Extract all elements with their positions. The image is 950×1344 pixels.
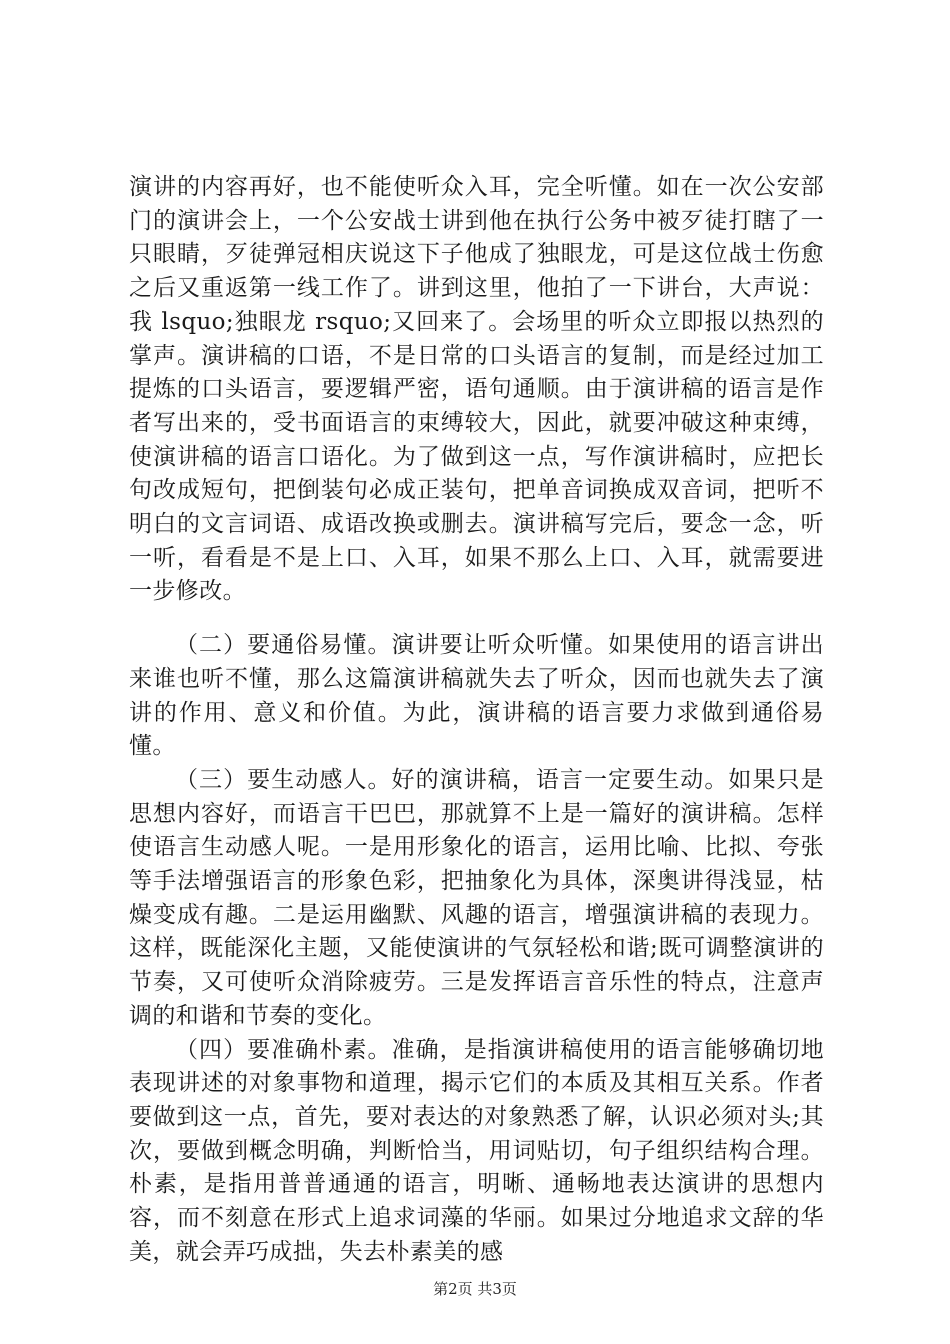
paragraph-vivid-moving: （三）要生动感人。好的演讲稿，语言一定要生动。如果只是思想内容好，而语言干巴巴，那就算不上是一篇好的演讲稿。怎样使语言生动感人呢。一是用形象化的语言，运用比喻、比拟、夸张等手法增强语言的形象色彩，把抽象化为具体，深奥讲得浅显，枯燥变成有趣。二是运用幽默、风趣的语言，增强演讲稿的表现力。这样，既能深化主题，又能使演讲的气氛轻松和谐;既可调整演讲的节奏，又可使听众消除疲劳。三是发挥语言音乐性的特点，注意声调的和谐和节奏的变化。 bbox=[129, 766, 824, 1029]
paragraph-oral-language: 演讲的内容再好，也不能使听众入耳，完全听懂。如在一次公安部门的演讲会上，一个公安战士讲到他在执行公务中被歹徒打瞎了一只眼睛，歹徒弹冠相庆说这下子他成了独眼龙，可是这位战士伤愈之后又重返第一线工作了。讲到这里，他拍了一下讲台，大声说：我 lsquo;独眼龙 rsquo;又回来了。会场里的听众立即报以热烈的掌声。演讲稿的口语，不是日常的口头语言的复制，而是经过加工提炼的口头语言，要逻辑严密，语句通顺。由于演讲稿的语言是作者写出来的，受书面语言的束缚较大，因此，就要冲破这种束缚，使演讲稿的语言口语化。为了做到这一点，写作演讲稿时，应把长句改成短句，把倒装句必成正装句，把单音词换成双音词，把听不明白的文言词语、成语改换或删去。演讲稿写完后，要念一念，听一听，看看是不是上口、入耳，如果不那么上口、入耳，就需要进一步修改。 bbox=[129, 174, 824, 605]
page-number-footer: 第2页 共3页 bbox=[433, 1280, 517, 1298]
document-body bbox=[129, 171, 824, 1270]
paragraph-accurate-simple: （四）要准确朴素。准确，是指演讲稿使用的语言能够确切地表现讲述的对象事物和道理，揭示它们的本质及其相互关系。作者要做到这一点，首先，要对表达的对象熟悉了解，认识必须对头;其次，要做到概念明确，判断恰当，用词贴切，句子组织结构合理。朴素，是指用普普通通的语言，明晰、通畅地表达演讲的思想内容，而不刻意在形式上追求词藻的华丽。如果过分地追求文辞的华美，就会弄巧成拙，失去朴素美的感 bbox=[129, 1036, 824, 1265]
paragraph-plain-easy: （二）要通俗易懂。演讲要让听众听懂。如果使用的语言讲出来谁也听不懂，那么这篇演讲稿就失去了听众，因而也就失去了演讲的作用、意义和价值。为此，演讲稿的语言要力求做到通俗易懂。 bbox=[129, 632, 824, 760]
